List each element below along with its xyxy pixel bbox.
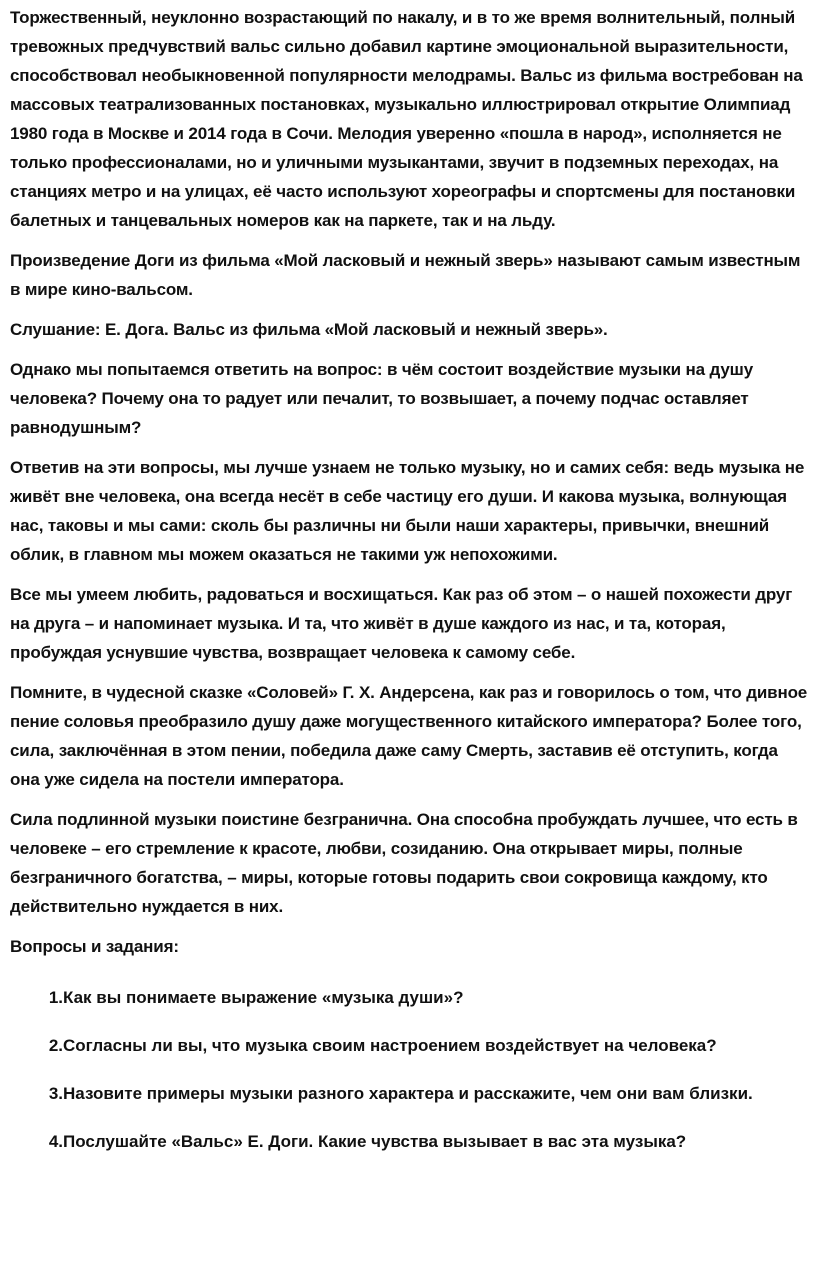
list-item: [10, 983, 816, 1031]
question-number: 3.: [48, 1084, 63, 1103]
paragraph-listening: Слушание: Е. Дога. Вальс из фильма «Мой ласковый и нежный зверь».: [10, 320, 608, 339]
list-item: [10, 1031, 816, 1079]
question-text: Согласны ли вы, что музыка своим настроением воздействует на человека?: [63, 1036, 717, 1055]
questions-list: [10, 983, 816, 1175]
paragraph-waltz-description: Торжественный, неуклонно возрастающий по накалу, и в то же время волнительный, полный тревожных предчувствий вальс сильно добавил картине эмоциональной выразительности, способствовал необыкновенной популярности мелодрамы. Вальс из фильма востребован на массовых театрализованных постановках, музыкально иллюстрировал открытие Олимпиад 1980 года в Москве и 2014 года в Сочи. Мелодия уверенно «пошла в народ», исполняется не только профессионалами, но и уличными музыкантами, звучит в подземных переходах, на станциях метро и на улицах, её часто используют хореографы и спортсмены для постановки балетных и танцевальных номеров как на паркете, так и на льду.: [10, 8, 803, 230]
paragraph-famous-waltz: Произведение Доги из фильма «Мой ласковый и нежный зверь» называют самым известным в мире кино-вальсом.: [10, 251, 801, 299]
paragraph-nightingale: Помните, в чудесной сказке «Соловей» Г. Х. Андерсена, как раз и говорилось о том, что дивное пение соловья преобразило душу даже могущественного китайского императора? Более того, сила, заключённая в этом пении, победила даже саму Смерть, заставив её отступить, когда она уже сидела на постели императора.: [10, 683, 808, 789]
question-text: Назовите примеры музыки разного характера и расскажите, чем они вам близки.: [63, 1084, 753, 1103]
questions-heading: Вопросы и задания:: [10, 937, 179, 956]
list-item: [10, 1127, 816, 1175]
question-number: 2.: [48, 1036, 63, 1055]
question-text: Как вы понимаете выражение «музыка души»?: [63, 988, 464, 1007]
paragraph-question-intro: Однако мы попытаемся ответить на вопрос: в чём состоит воздействие музыки на душу человека? Почему она то радует или печалит, то возвышает, а почему подчас оставляет равнодушным?: [10, 360, 753, 437]
question-text: Послушайте «Вальс» Е. Доги. Какие чувства вызывает в вас эта музыка?: [63, 1132, 687, 1151]
paragraph-similarity: Все мы умеем любить, радоваться и восхищаться. Как раз об этом – о нашей похожести друг на друга – и напоминает музыка. И та, что живёт в душе каждого из нас, и та, которая, пробуждая уснувшие чувства, возвращает человека к самому себе.: [10, 585, 793, 662]
paragraph-power-of-music: Сила подлинной музыки поистине безгранична. Она способна пробуждать лучшее, что есть в человеке – его стремление к красоте, любви, созиданию. Она открывает миры, полные безграничного богатства, – миры, которые готовы подарить свои сокровища каждому, кто действительно нуждается в них.: [10, 810, 798, 916]
list-item: [10, 1079, 816, 1127]
question-number: 1.: [48, 988, 63, 1007]
question-number: 4.: [48, 1132, 63, 1151]
paragraph-understanding: Ответив на эти вопросы, мы лучше узнаем не только музыку, но и самих себя: ведь музыка не живёт вне человека, она всегда несёт в себе частицу его души. И какова музыка, волнующая нас, таковы и мы сами: сколь бы различны ни были наши характеры, привычки, внешний облик, в главном мы можем оказаться не такими уж непохожими.: [10, 458, 805, 564]
